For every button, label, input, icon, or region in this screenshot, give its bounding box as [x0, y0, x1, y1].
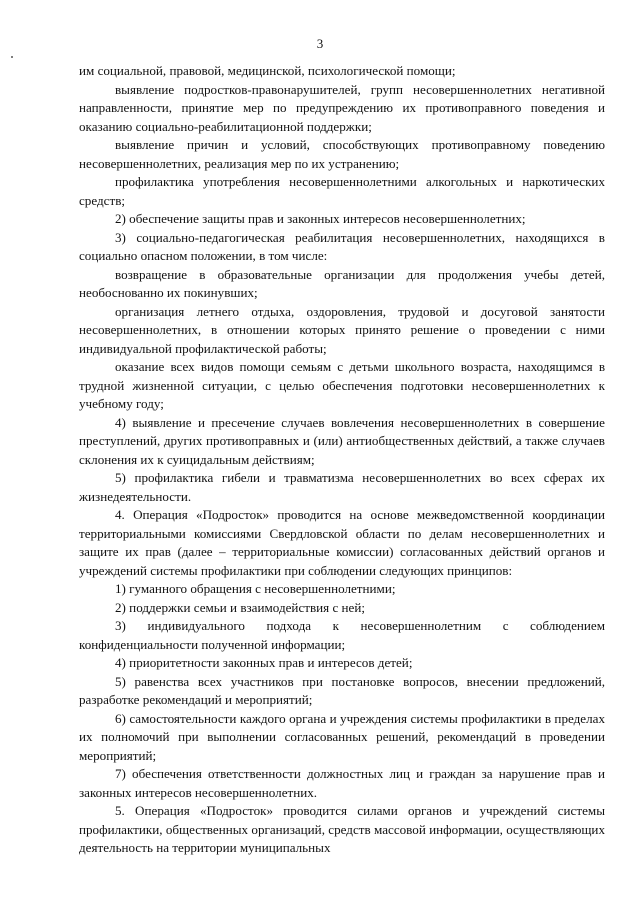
paragraph: выявление причин и условий, способствующих противоправному поведению несовершеннолетних, реализация мер по их устранению;: [79, 137, 605, 171]
document-body: [79, 62, 605, 858]
paragraph-continuation: им социальной, правовой, медицинской, психологической помощи;: [79, 63, 456, 78]
paragraph: 7) обеспечения ответственности должностных лиц и граждан за нарушение прав и законных интересов несовершеннолетних.: [79, 766, 605, 800]
paragraph: 2) обеспечение защиты прав и законных интересов несовершеннолетних;: [115, 211, 526, 226]
paragraph: 4. Операция «Подросток» проводится на основе межведомственной координации территориальными комиссиями Свердловской области по делам несовершеннолетних и защите их прав (далее – территориальные комиссии) согласованных действий органов и учреждений системы профилактики при соблюдении следующих принципов:: [79, 507, 605, 578]
paragraph: организация летнего отдыха, оздоровления, трудовой и досуговой занятости несовершеннолетних, в отношении которых принято решение о проведении с ними индивидуальной профилактической работы;: [79, 303, 605, 356]
paragraph: оказание всех видов помощи семьям с детьми школьного возраста, находящимся в трудной жизненной ситуации, с целью обеспечения подготовки несовершеннолетних к учебному году;: [79, 359, 605, 411]
paragraph: 3) социально-педагогическая реабилитация несовершеннолетних, находящихся в социально опасном положении, в том числе:: [79, 229, 605, 263]
paragraph: 1) гуманного обращения с несовершеннолетними;: [115, 581, 396, 596]
scan-mark: [11, 56, 13, 58]
paragraph: профилактика употребления несовершеннолетними алкогольных и наркотических средств;: [79, 174, 605, 208]
paragraph: 3) индивидуального подхода к несовершеннолетним с соблюдением конфиденциальности полученной информации;: [79, 618, 605, 652]
paragraph: 6) самостоятельности каждого органа и учреждения системы профилактики в пределах их полномочий при выполнении согласованных решений, рекомендаций в проведении мероприятий;: [79, 710, 605, 763]
paragraph: 4) выявление и пресечение случаев вовлечения несовершеннолетних в совершение преступлений, других противоправных и (или) антиобщественных действий, а также случаев склонения их к суицидальным действиям;: [79, 414, 605, 467]
paragraph: возвращение в образовательные организации для продолжения учебы детей, необоснованно их покинувших;: [79, 266, 605, 300]
paragraph: 5) профилактика гибели и травматизма несовершеннолетних во всех сферах их жизнедеятельности.: [79, 470, 605, 504]
paragraph: 4) приоритетности законных прав и интересов детей;: [115, 655, 413, 670]
paragraph: 5. Операция «Подросток» проводится силами органов и учреждений системы профилактики, общественных организаций, средств массовой информации, осуществляющих деятельность на территории муниципальных: [79, 803, 605, 855]
paragraph: выявление подростков-правонарушителей, групп несовершеннолетних негативной направленности, принятие мер по предупреждению их противоправного поведения и оказанию социально-реабилитационной поддержки;: [79, 81, 605, 134]
page-number: 3: [316, 36, 324, 51]
paragraph: 5) равенства всех участников при постановке вопросов, внесении предложений, разработке рекомендаций и мероприятий;: [79, 673, 605, 707]
paragraph: 2) поддержки семьи и взаимодействия с ней;: [115, 599, 366, 615]
